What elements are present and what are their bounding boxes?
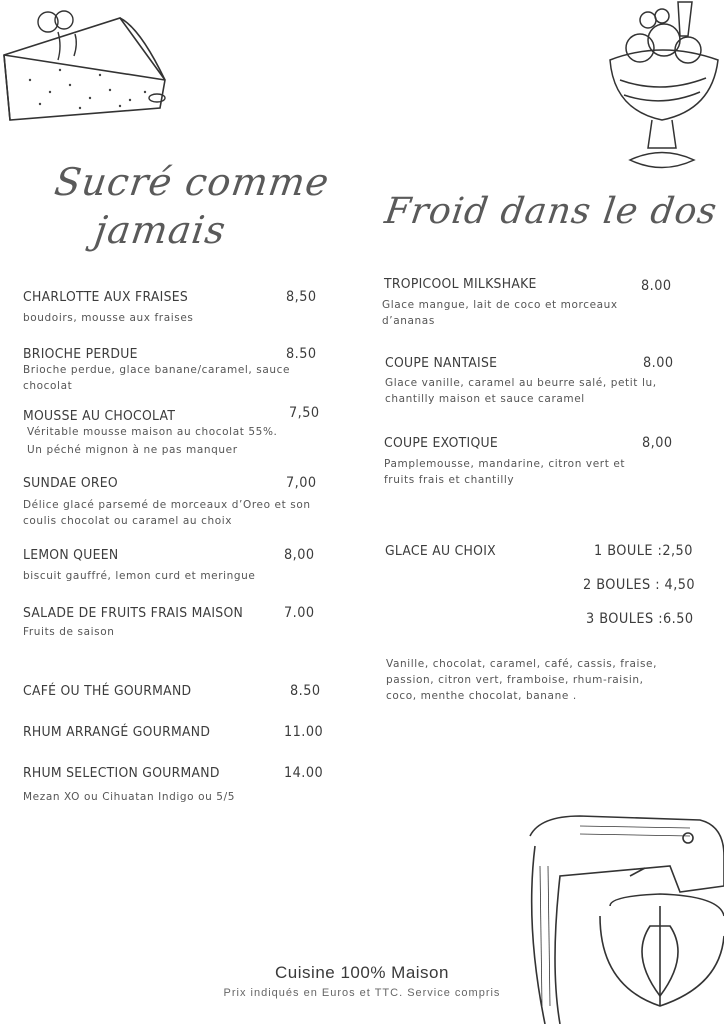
menu-item-name: RHUM ARRANGÉ GOURMAND xyxy=(23,724,211,740)
right-section-title: Froid dans le dos xyxy=(382,191,720,232)
glace-option: 2 BOULES : 4,50 xyxy=(583,577,696,593)
menu-item-price: 7,00 xyxy=(286,475,317,491)
menu-item-description: Véritable mousse maison au chocolat 55%. xyxy=(27,426,278,438)
menu-item-name: SUNDAE OREO xyxy=(23,475,118,491)
menu-item-description: Glace vanille, caramel au beurre salé, petit lu, chantilly maison et sauce caramel xyxy=(385,377,657,405)
menu-item-description: Pamplemousse, mandarine, citron vert et fruits frais et chantilly xyxy=(384,458,626,486)
menu-item-name: RHUM SELECTION GOURMAND xyxy=(23,765,220,781)
menu-item-name: LEMON QUEEN xyxy=(23,547,119,563)
glace-option: 3 BOULES :6.50 xyxy=(586,611,694,627)
menu-item-description: biscuit gauffré, lemon curd et meringue xyxy=(23,570,256,582)
menu-item-description: Brioche perdue, glace banane/caramel, sauce chocolat xyxy=(23,364,291,392)
menu-item-name: TROPICOOL MILKSHAKE xyxy=(384,276,537,292)
glace-option: 1 BOULE :2,50 xyxy=(594,543,693,559)
menu-item-price: 7,50 xyxy=(289,405,320,421)
menu-item-price: 8,00 xyxy=(284,547,315,563)
menu-item-name: MOUSSE AU CHOCOLAT xyxy=(23,408,176,424)
left-section-title-line2: jamais xyxy=(91,208,229,252)
menu-item-price: 8.50 xyxy=(286,346,317,362)
menu-item-description: Glace mangue, lait de coco et morceaux d’ananas xyxy=(382,299,618,327)
menu-item-name: CAFÉ OU THÉ GOURMAND xyxy=(23,683,192,699)
footer-subtitle: Prix indiqués en Euros et TTC. Service compris xyxy=(223,987,501,999)
menu-item-price: 8,50 xyxy=(286,289,317,305)
menu-item-price: 8,00 xyxy=(642,435,673,451)
menu-item-name: BRIOCHE PERDUE xyxy=(23,346,138,362)
menu-item-price: 14.00 xyxy=(284,765,324,781)
menu-item-price: 11.00 xyxy=(284,724,324,740)
menu-item-description: Un péché mignon à ne pas manquer xyxy=(27,444,238,456)
footer-title: Cuisine 100% Maison xyxy=(275,963,449,982)
cake-slice-illustration xyxy=(0,0,175,130)
menu-item-price: 7.00 xyxy=(284,605,315,621)
menu-item-price: 8.00 xyxy=(643,355,674,371)
ice-cream-sundae-illustration xyxy=(600,0,724,180)
menu-item-description: Fruits de saison xyxy=(23,626,115,638)
menu-item-name: COUPE EXOTIQUE xyxy=(384,435,498,451)
menu-item-price: 8.00 xyxy=(641,278,672,294)
menu-item-name: CHARLOTTE AUX FRAISES xyxy=(23,289,189,305)
menu-item-description: boudoirs, mousse aux fraises xyxy=(23,312,194,324)
left-section-title-line1: Sucré comme xyxy=(51,160,333,204)
menu-item-name: COUPE NANTAISE xyxy=(385,355,498,371)
menu-item-name: SALADE DE FRUITS FRAIS MAISON xyxy=(23,605,244,621)
glace-flavors: Vanille, chocolat, caramel, café, cassis, fraise, passion, citron vert, framboise, rhum-raisin, coco, menthe chocolat, banane . xyxy=(386,658,658,702)
glace-name: GLACE AU CHOIX xyxy=(385,543,496,559)
menu-item-price: 8.50 xyxy=(290,683,321,699)
menu-item-description: Mezan XO ou Cihuatan Indigo ou 5/5 xyxy=(23,791,236,803)
menu-item-description: Délice glacé parsemé de morceaux d’Oreo et son coulis chocolat ou caramel au choix xyxy=(23,499,311,527)
